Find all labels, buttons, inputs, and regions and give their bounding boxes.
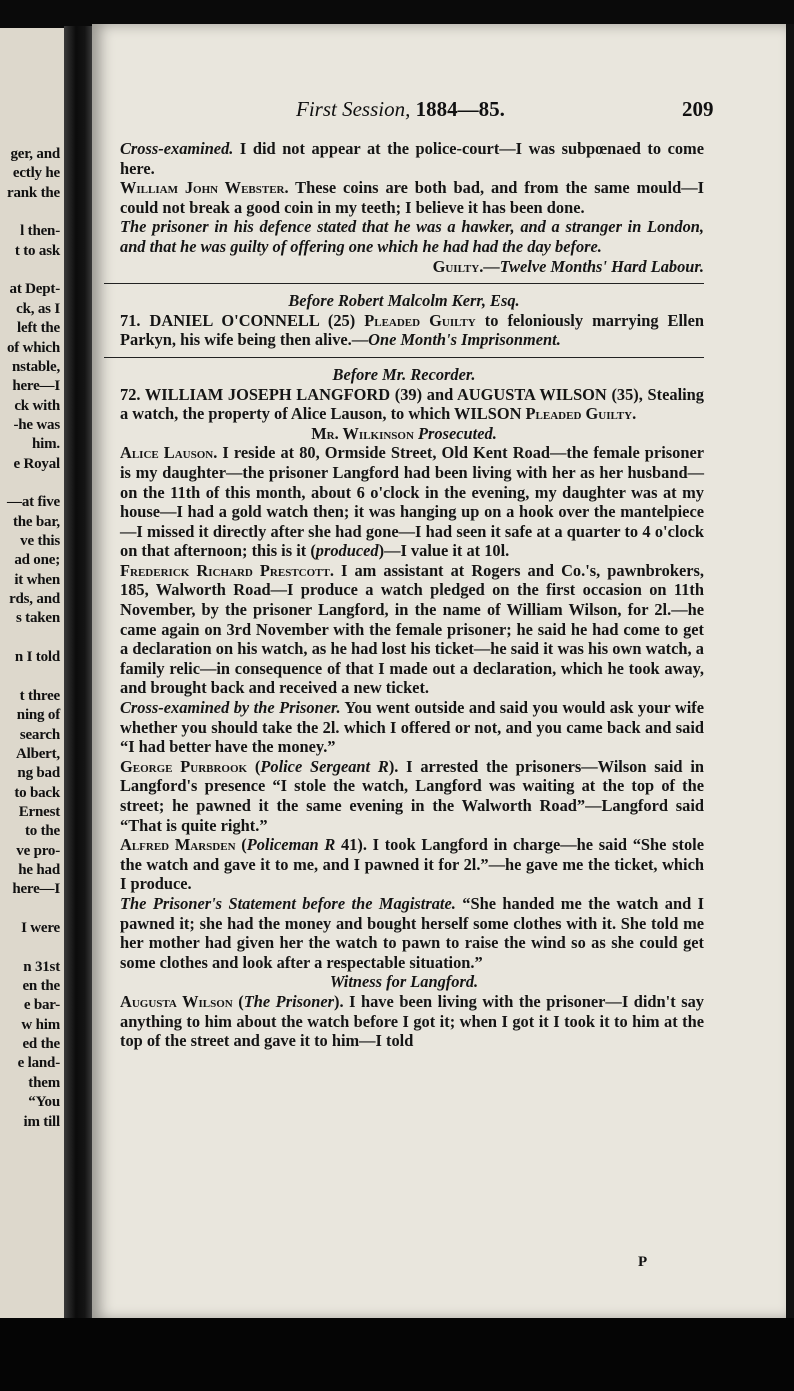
- case-72: 72. WILLIAM JOSEPH LANGFORD (39) and AUGUSTA WILSON (35), Stealing a watch, the property of Alice Lauson, to which WILSON Pleaded Guilty.: [120, 384, 704, 424]
- page-body: [104, 139, 704, 1051]
- left-page-line: Ernest: [18, 803, 60, 820]
- header-title: First Session, 1884—85.: [296, 97, 505, 121]
- paragraph-statement: The Prisoner's Statement before the Magistrate. “She handed me the watch and I pawned it; she had the money and bought herself some clothes with it. She told me her mother had given her the watch to pawn to raise the wind so as she could get some clothes and look after a respectable situation.”: [120, 893, 704, 972]
- left-page-line: here—I: [12, 881, 60, 898]
- paragraph-defence: The prisoner in his defence stated that he was a hawker, and a stranger in London, and that he was guilty of offering one which he had had the day before.: [120, 217, 704, 256]
- before-heading-recorder: Before Mr. Recorder.: [332, 364, 476, 384]
- left-page-line: here—I: [12, 378, 60, 395]
- left-page-line: im till: [23, 1113, 60, 1130]
- prosecuted-line: Mr. Wilkinson Prosecuted.: [311, 423, 497, 443]
- left-page-line: n I told: [14, 649, 60, 666]
- section-divider: [104, 283, 704, 284]
- left-page-line: e bar-: [23, 997, 60, 1014]
- left-page-line: w him: [21, 1016, 60, 1033]
- left-page-line: at Dept-: [9, 281, 60, 298]
- left-page-line: rds, and: [9, 591, 60, 608]
- left-page-line: ectly he: [12, 165, 60, 182]
- left-page-line: ck, as I: [16, 300, 60, 317]
- left-page-line: -he was: [13, 416, 60, 433]
- left-page-line: search: [19, 726, 60, 743]
- witness-heading: Witness for Langford.: [329, 972, 479, 992]
- book-gutter: [64, 26, 94, 1321]
- main-page: [92, 24, 786, 1320]
- paragraph-purbrook: George Purbrook (Police Sergeant R). I arrested the prisoners—Wilson said in Langford's presence “I stole the watch, Langford was waiting at the top of the street; he pawned it the same evening in the Walworth Road”—Langford said “That is quite right.”: [120, 756, 704, 835]
- left-page-line: t to ask: [14, 242, 60, 259]
- left-page-line: ve pro-: [16, 842, 60, 859]
- left-page-line: ve this: [20, 533, 60, 549]
- paragraph-wilson: Augusta Wilson (The Prisoner). I have been living with the prisoner—I didn't say anything to him about the watch before I got it; when I got it I took it to him at the top of the street and gave it to him—I told: [120, 991, 704, 1051]
- left-page-line: en the: [22, 978, 60, 995]
- left-page-line: Albert,: [15, 745, 60, 762]
- left-page-line: nstable,: [12, 358, 60, 375]
- left-page-line: “You: [28, 1094, 60, 1111]
- left-page-line: —at five: [7, 494, 60, 511]
- left-page-line: t three: [19, 687, 60, 704]
- paragraph-lauson: Alice Lauson. I reside at 80, Ormside Street, Old Kent Road—the female prisoner is my daughter—the prisoner Langford had been living with her as her husband—on the 11th of this month, about 6 o'clock in the evening, my daughter was at my house—I had a gold watch then; it was hanging up on a hook over the mantelpiece—I missed it directly after she had gone—I had seen it safe at a quarter to 4 o'clock on that afternoon; this is it (produced)—I value it at 10l.: [120, 443, 704, 561]
- left-page-line: he had: [18, 861, 60, 878]
- left-page-line: I were: [21, 920, 60, 936]
- paragraph-webster: William John Webster. These coins are both bad, and from the same mould—I could not break a good coin in my teeth; I believe it has been done.: [120, 178, 704, 217]
- left-page-line: ger, and: [10, 146, 60, 162]
- running-header: [92, 97, 786, 127]
- left-page-line: ad one;: [14, 552, 60, 569]
- paragraph-marsden: Alfred Marsden (Policeman R 41). I took Langford in charge—he said “She stole the watch and gave it to me, and I pawned it for 2l.”—he gave me the ticket, which I produce.: [120, 835, 704, 894]
- left-page-line: ng bad: [17, 765, 60, 782]
- signature-mark: P: [638, 1254, 648, 1270]
- left-page-line: to the: [24, 823, 60, 840]
- left-page-line: e Royal: [13, 455, 60, 472]
- left-page-line: e land-: [17, 1055, 60, 1072]
- left-page-line: s taken: [15, 610, 60, 627]
- section-divider: [104, 357, 704, 358]
- left-page-line: to back: [14, 784, 60, 801]
- paragraph-cross-exam-1: Cross-examined. I did not appear at the police-court—I was subpœnaed to come here.: [120, 139, 704, 178]
- verdict-line: Guilty.—Twelve Months' Hard Labour.: [432, 256, 704, 276]
- left-page-line: it when: [14, 571, 60, 588]
- left-page-line: the bar,: [12, 513, 60, 530]
- left-page-line: rank the: [7, 184, 60, 201]
- before-heading-kerr: Before Robert Malcolm Kerr, Esq.: [288, 291, 520, 311]
- left-page-line: of which: [7, 339, 60, 356]
- case-71: 71. DANIEL O'CONNELL (25) Pleaded Guilty to feloniously marrying Ellen Parkyn, his wife being then alive.—One Month's Imprisonment.: [120, 310, 704, 350]
- scanner-frame-bottom: [0, 1318, 794, 1391]
- paragraph-prestcott: Frederick Richard Prestcott. I am assistant at Rogers and Co.'s, pawnbrokers, 185, Walworth Road—I produce a watch pledged on the first occasion on 11th November, by the prisoner Langford, in the name of William Wilson, for 2l.—he came again on 3rd November with the female prisoner; he said he had come to get a declaration on his watch, as he had lost his ticket—he said it was his own watch, a family relic—in consequence of that I made out a declaration, which he took away, and brought back and received a new ticket.: [120, 560, 704, 698]
- left-page-line: ning of: [16, 707, 60, 724]
- left-page-line: l then-: [20, 223, 60, 240]
- left-page-line: left the: [17, 320, 60, 337]
- left-page-line: ck with: [14, 397, 60, 414]
- scanner-frame-right: [786, 24, 794, 1320]
- left-page-line: them: [28, 1074, 60, 1091]
- paragraph-cross-exam-2: Cross-examined by the Prisoner. You went outside and said you would ask your wife whether you should take the 2l. which I offered or not, and you came back and said “I had better have the money.”: [120, 698, 704, 757]
- left-page-line: him.: [32, 436, 60, 453]
- left-page-line: ed the: [22, 1036, 60, 1053]
- page-number: 209: [682, 97, 714, 121]
- left-page-line: n 31st: [23, 958, 60, 975]
- left-page-fragment: [0, 28, 64, 1320]
